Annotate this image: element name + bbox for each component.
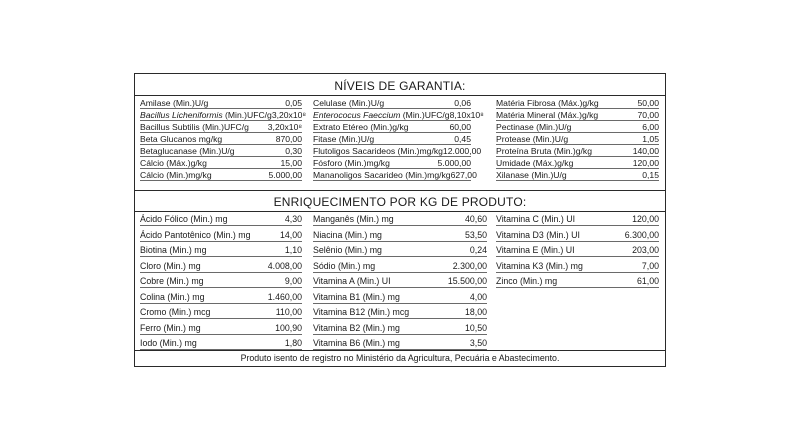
- nutrient-value: 3,20x10⁸: [271, 110, 307, 120]
- nutrient-value: 7,00: [641, 260, 659, 271]
- footer-note: Produto isento de registro no Ministério da Agricultura, Pecuária e Abastecimento.: [240, 353, 560, 363]
- nutrient-value: 70,00: [637, 110, 659, 120]
- nutrient-name: Celulase (Min.)U/g: [313, 98, 385, 108]
- nutrient-name: Ferro (Min.) mg: [140, 322, 201, 333]
- nutrient-name: Protease (Min.)U/g: [496, 134, 569, 144]
- divider: [135, 211, 665, 212]
- table-row: [140, 307, 302, 319]
- nutrient-name: Sódio (Min.) mg: [313, 260, 376, 271]
- nutrient-value: 0,24: [469, 245, 487, 255]
- divider: [135, 350, 665, 351]
- table-row: [140, 245, 302, 257]
- table-row: [313, 134, 471, 145]
- nutrient-name: Matéria Fibrosa (Máx.)g/kg: [496, 98, 599, 108]
- nutrient-name: Betaglucanase (Min.)U/g: [140, 146, 235, 156]
- nutrient-name: Mananoligos Sacarideo (Min.)mg/kg: [313, 170, 451, 180]
- nutrient-value: 870,00: [275, 134, 302, 144]
- nutrient-name: Cromo (Min.) mcg: [140, 307, 211, 317]
- nutrient-value: 40,60: [464, 214, 487, 224]
- nutrient-value: 61,00: [636, 276, 659, 286]
- nutrient-value: 3,50: [469, 338, 487, 348]
- nutrient-name: Matéria Mineral (Máx.)g/kg: [496, 110, 599, 120]
- guarantee-col-1: [140, 98, 307, 184]
- nutrient-value: 0,30: [285, 146, 302, 156]
- nutrient-value: 6,00: [642, 122, 659, 132]
- nutrient-name: Vitamina A (Min.) UI: [313, 276, 391, 286]
- table-row: [140, 276, 302, 288]
- nutrient-value: 15,00: [280, 158, 302, 168]
- nutrient-value: 12.000,00: [442, 146, 482, 156]
- nutrient-name: Vitamina E (Min.) UI: [496, 245, 575, 255]
- nutrient-value: 1.460,00: [267, 291, 302, 302]
- nutrient-value: 14,00: [279, 229, 302, 240]
- nutrient-name: Cobre (Min.) mg: [140, 276, 204, 286]
- nutrient-name: Bacillus Licheniformis (Min.)UFC/g: [140, 110, 272, 120]
- table-row: [496, 110, 659, 121]
- divider: [135, 190, 665, 191]
- table-row: [496, 170, 659, 181]
- nutrient-name: Fitase (Min.)U/g: [313, 134, 375, 144]
- table-row: [313, 214, 487, 226]
- nutrient-name: Pectinase (Min.)U/g: [496, 122, 572, 132]
- nutrient-name: Zinco (Min.) mg: [496, 276, 558, 286]
- nutrient-name: Vitamina B12 (Min.) mcg: [313, 307, 410, 317]
- table-row: [496, 261, 659, 273]
- nutrient-name: Ácido Fólico (Min.) mg: [140, 214, 228, 224]
- nutrient-value: 0,45: [454, 134, 471, 144]
- table-row: [313, 146, 482, 157]
- nutrient-value: 100,90: [275, 322, 302, 333]
- table-row: [140, 323, 302, 335]
- table-row: [313, 245, 487, 257]
- table-row: [313, 230, 487, 242]
- table-row: [140, 122, 302, 133]
- table-row: [140, 292, 302, 304]
- nutrient-name: Vitamina K3 (Min.) mg: [496, 260, 583, 271]
- nutrient-name: Biotina (Min.) mg: [140, 245, 207, 255]
- nutrition-label: [134, 73, 666, 367]
- nutrient-value: 1,10: [284, 245, 302, 255]
- nutrient-value: 140,00: [632, 146, 659, 156]
- nutrient-value: 10,50: [464, 322, 487, 333]
- table-row: [496, 146, 659, 157]
- nutrient-value: 203,00: [632, 245, 659, 255]
- table-row: [313, 110, 484, 121]
- nutrient-value: 1,05: [642, 134, 659, 144]
- table-row: [140, 158, 302, 169]
- nutrient-value: 110,00: [275, 307, 302, 317]
- nutrient-name: Beta Glucanos mg/kg: [140, 134, 223, 144]
- table-row: [313, 122, 471, 133]
- nutrient-value: 4.008,00: [267, 260, 302, 271]
- nutrient-name: Cálcio (Min.)mg/kg: [140, 170, 212, 180]
- nutrient-name: Cloro (Min.) mg: [140, 260, 201, 271]
- nutrient-value: 627,00: [450, 170, 477, 180]
- nutrient-name: Bacillus Subtilis (Min.)UFC/g: [140, 122, 249, 132]
- table-row: [496, 214, 659, 226]
- nutrient-value: 4,00: [469, 291, 487, 302]
- nutrient-name: Proteína Bruta (Min.)g/kg: [496, 146, 593, 156]
- nutrient-name: Selênio (Min.) mg: [313, 245, 382, 255]
- nutrient-name: Vitamina D3 (Min.) UI: [496, 229, 580, 240]
- nutrient-value: 120,00: [632, 214, 659, 224]
- table-row: [496, 98, 659, 109]
- nutrient-name: Fósforo (Min.)mg/kg: [313, 158, 390, 168]
- nutrient-name: Vitamina B2 (Min.) mg: [313, 322, 400, 333]
- table-row: [313, 338, 487, 350]
- nutrient-name: Flutoligos Sacarideos (Min.)mg/kg: [313, 146, 443, 156]
- nutrient-value: 0,15: [642, 170, 659, 180]
- nutrient-value: 53,50: [464, 229, 487, 240]
- nutrient-name: Iodo (Min.) mg: [140, 338, 197, 348]
- table-row: [140, 98, 302, 109]
- nutrient-value: 60,00: [449, 122, 471, 132]
- nutrient-name: Extrato Etéreo (Min.)g/kg: [313, 122, 409, 132]
- nutrient-value: 2.300,00: [452, 260, 487, 271]
- guarantee-col-2: [313, 98, 484, 184]
- nutrient-name: Manganês (Min.) mg: [313, 214, 394, 224]
- table-row: [313, 292, 487, 304]
- nutrient-value: 6.300,00: [624, 229, 659, 240]
- nutrient-name: Ácido Pantotênico (Min.) mg: [140, 229, 251, 240]
- nutrient-name: Amilase (Min.)U/g: [140, 98, 209, 108]
- nutrient-value: 18,00: [464, 307, 487, 317]
- nutrient-value: 8,10x10⁸: [449, 110, 484, 120]
- nutrient-value: 9,00: [284, 276, 302, 286]
- nutrient-name: Vitamina B6 (Min.) mg: [313, 338, 400, 348]
- enrichment-title: ENRIQUECIMENTO POR KG DE PRODUTO:: [273, 195, 527, 209]
- nutrient-value: 4,30: [284, 214, 302, 224]
- nutrient-name: Vitamina C (Min.) UI: [496, 214, 576, 224]
- table-row: [140, 338, 302, 350]
- nutrient-value: 15.500,00: [447, 276, 487, 286]
- table-row: [496, 122, 659, 133]
- table-row: [140, 261, 302, 273]
- table-row: [140, 110, 307, 121]
- nutrient-value: 3,20x10⁸: [267, 122, 302, 132]
- nutrient-name: Xilanase (Min.)U/g: [496, 170, 567, 180]
- nutrient-value: 5.000,00: [268, 170, 302, 180]
- table-row: [313, 261, 487, 273]
- table-row: [313, 98, 471, 109]
- table-row: [313, 158, 471, 169]
- table-row: [140, 134, 302, 145]
- nutrient-name: Niacina (Min.) mg: [313, 229, 382, 240]
- divider: [135, 95, 665, 96]
- table-row: [496, 245, 659, 257]
- nutrient-value: 50,00: [637, 98, 659, 108]
- nutrient-name: Cálcio (Máx.)g/kg: [140, 158, 207, 168]
- table-row: [140, 230, 302, 242]
- nutrient-value: 1,80: [284, 338, 302, 348]
- nutrient-name: Colina (Min.) mg: [140, 291, 205, 302]
- table-row: [313, 323, 487, 335]
- guarantee-col-3: [496, 98, 659, 184]
- table-row: [496, 230, 659, 242]
- table-row: [496, 134, 659, 145]
- guarantee-title: NÍVEIS DE GARANTIA:: [334, 79, 466, 93]
- nutrient-name: Vitamina B1 (Min.) mg: [313, 291, 400, 302]
- table-row: [313, 276, 487, 288]
- nutrient-value: 0,06: [454, 98, 471, 108]
- table-row: [140, 170, 302, 181]
- table-row: [313, 170, 477, 181]
- nutrient-value: 120,00: [632, 158, 659, 168]
- nutrient-value: 5.000,00: [437, 158, 471, 168]
- nutrient-name: Enterococus Faeccium (Min.)UFC/g: [313, 110, 450, 120]
- table-row: [313, 307, 487, 319]
- table-row: [496, 158, 659, 169]
- nutrient-name: Umidade (Máx.)g/kg: [496, 158, 574, 168]
- nutrient-value: 0,05: [285, 98, 302, 108]
- table-row: [140, 146, 302, 157]
- table-row: [140, 214, 302, 226]
- table-row: [496, 276, 659, 288]
